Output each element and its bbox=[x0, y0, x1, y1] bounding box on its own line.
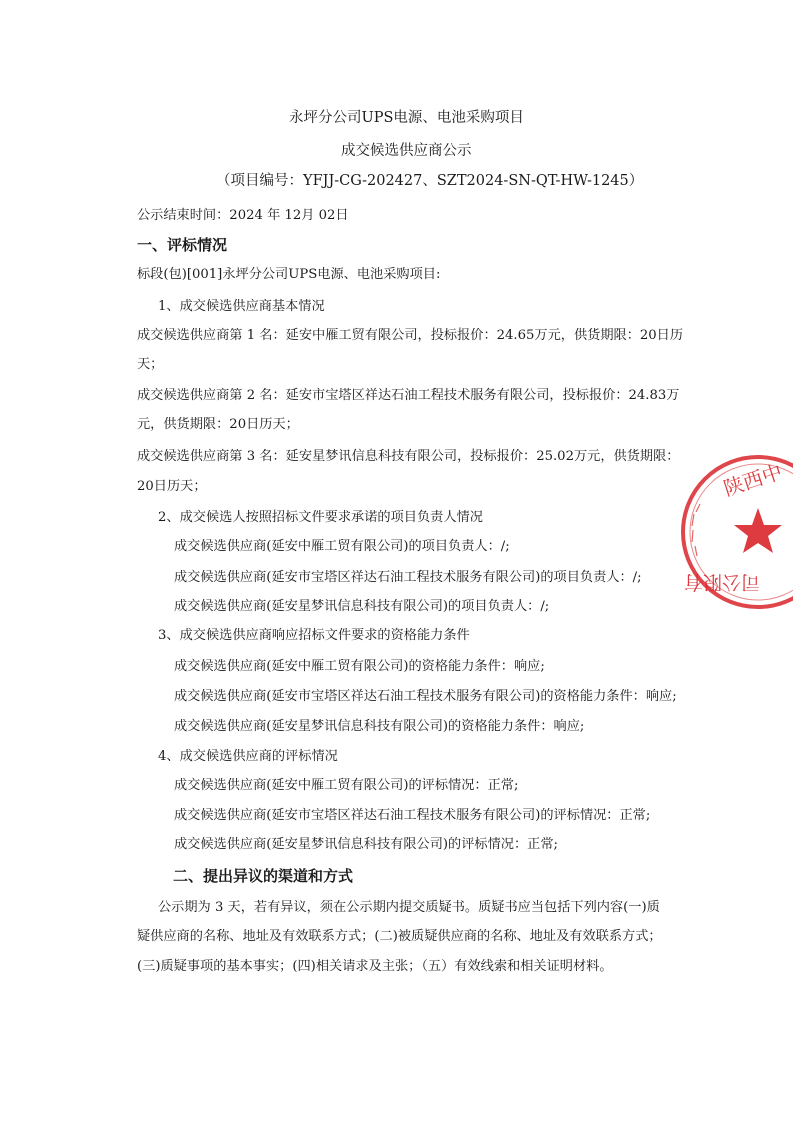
candidate-3-line-1: 成交候选供应商第 3 名：延安星梦讯信息科技有限公司，投标报价：25.02万元，供货期限： bbox=[137, 449, 680, 464]
subsection-heading-qualification: 3、成交候选供应商响应招标文件要求的资格能力条件 bbox=[158, 628, 470, 643]
subsection-heading-basic-info: 1、成交候选供应商基本情况 bbox=[158, 299, 325, 314]
qualification-line-2: 成交候选供应商(延安市宝塔区祥达石油工程技术服务有限公司)的资格能力条件：响应; bbox=[174, 689, 677, 704]
official-seal-stamp bbox=[678, 452, 793, 612]
project-leader-line-3: 成交候选供应商(延安星梦讯信息科技有限公司)的项目负责人：/; bbox=[174, 599, 550, 614]
evaluation-status-line-2: 成交候选供应商(延安市宝塔区祥达石油工程技术服务有限公司)的评标情况：正常; bbox=[174, 808, 651, 823]
candidate-1-line-2: 天； bbox=[137, 357, 164, 372]
project-number: （项目编号：YFJJ-CG-202427、SZT2024-SN-QT-HW-1245） bbox=[216, 173, 644, 189]
document-subtitle: 成交候选供应商公示 bbox=[341, 143, 472, 159]
objection-paragraph-line-3: (三)质疑事项的基本事实；(四)相关请求及主张；（五）有效线索和相关证明材料。 bbox=[137, 959, 613, 974]
objection-paragraph-line-1: 公示期为 3 天，若有异议，须在公示期内提交质疑书。质疑书应当包括下列内容(一)质 bbox=[158, 900, 660, 915]
lot-description: 标段(包)[001]永坪分公司UPS电源、电池采购项目: bbox=[137, 267, 441, 282]
project-leader-line-1: 成交候选供应商(延安中雁工贸有限公司)的项目负责人：/; bbox=[174, 539, 510, 554]
qualification-line-3: 成交候选供应商(延安星梦讯信息科技有限公司)的资格能力条件：响应; bbox=[174, 719, 585, 734]
project-leader-line-2: 成交候选供应商(延安市宝塔区祥达石油工程技术服务有限公司)的项目负责人：/; bbox=[174, 570, 642, 585]
objection-paragraph-line-2: 疑供应商的名称、地址及有效联系方式；(二)被质疑供应商的名称、地址及有效联系方式； bbox=[137, 929, 662, 944]
publicity-end-time: 公示结束时间：2024 年 12月 02日 bbox=[137, 208, 349, 223]
evaluation-status-line-1: 成交候选供应商(延安中雁工贸有限公司)的评标情况：正常; bbox=[174, 778, 519, 793]
subsection-heading-evaluation-status: 4、成交候选供应商的评标情况 bbox=[158, 749, 338, 764]
subsection-heading-project-leader: 2、成交候选人按照招标文件要求承诺的项目负责人情况 bbox=[158, 510, 483, 525]
document-title: 永坪分公司UPS电源、电池采购项目 bbox=[289, 110, 524, 126]
candidate-2-line-2: 元，供货期限：20日历天； bbox=[137, 417, 299, 432]
candidate-3-line-2: 20日历天； bbox=[137, 479, 207, 494]
section-heading-objection: 二、提出异议的渠道和方式 bbox=[173, 867, 354, 885]
seal-star-icon bbox=[734, 508, 782, 553]
evaluation-status-line-3: 成交候选供应商(延安星梦讯信息科技有限公司)的评标情况：正常; bbox=[174, 837, 558, 852]
candidate-1-line-1: 成交候选供应商第 1 名：延安中雁工贸有限公司，投标报价：24.65万元，供货期限：20日历 bbox=[137, 328, 684, 343]
candidate-2-line-1: 成交候选供应商第 2 名：延安市宝塔区祥达石油工程技术服务有限公司，投标报价：24.83万 bbox=[137, 388, 680, 403]
qualification-line-1: 成交候选供应商(延安中雁工贸有限公司)的资格能力条件：响应; bbox=[174, 659, 545, 674]
seal-top-text: 陕西中 bbox=[720, 459, 786, 501]
seal-bottom-text: 司公限有 bbox=[683, 571, 760, 593]
section-heading-evaluation: 一、评标情况 bbox=[137, 236, 228, 254]
